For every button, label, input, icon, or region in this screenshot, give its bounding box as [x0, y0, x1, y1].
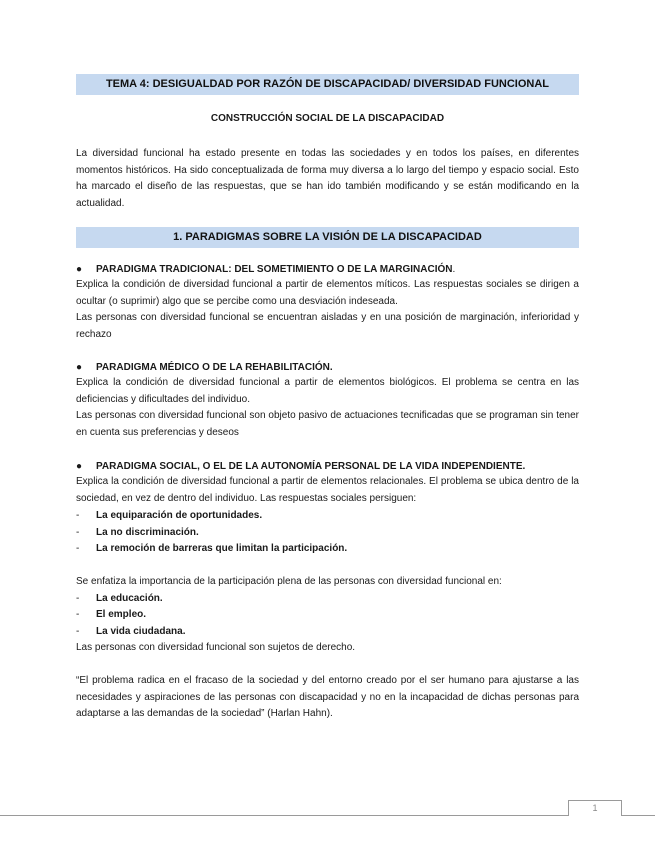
list-item-text: La educación.: [96, 593, 163, 604]
footer-rule-left: [0, 815, 568, 816]
heading-suffix: .: [452, 264, 456, 275]
paragraph: Las personas con diversidad funcional se encuentran aisladas y en una posición de marginación, inferioridad y rechazo: [76, 312, 579, 340]
participation-paragraph: [76, 574, 579, 591]
bullet-icon: ●: [76, 461, 83, 472]
list-item: [76, 607, 579, 624]
list-item: [76, 525, 579, 542]
dash: -: [76, 510, 80, 521]
paradigm-medical-heading: [76, 361, 579, 375]
paradigm-medical-body: [76, 375, 579, 441]
paragraph: Se enfatiza la importancia de la participación plena de las personas con diversidad funcional en:: [76, 576, 502, 587]
list-item-text: La no discriminación.: [96, 527, 199, 538]
subtitle: CONSTRUCCIÓN SOCIAL DE LA DISCAPACIDAD: [210, 113, 445, 124]
section-banner: [76, 227, 579, 248]
document-title: TEMA 4: DESIGUALDAD POR RAZÓN DE DISCAPACIDAD/ DIVERSIDAD FUNCIONAL: [105, 78, 550, 90]
rights-paragraph: [76, 640, 579, 657]
list-item-text: La equiparación de oportunidades.: [96, 510, 263, 521]
list-item: [76, 541, 579, 558]
list-item-text: La remoción de barreras que limitan la participación.: [96, 543, 348, 554]
paradigm-traditional-body: [76, 277, 579, 343]
dash: -: [76, 609, 80, 620]
footer-rule-right: [621, 815, 655, 816]
paragraph: Explica la condición de diversidad funcional a partir de elementos biológicos. El problema se centra en las deficiencias y dificultades del individuo.: [76, 377, 579, 405]
heading-text: PARADIGMA MÉDICO O DE LA REHABILITACIÓN.: [96, 362, 333, 373]
list-item: [76, 508, 579, 525]
paradigm-traditional-heading: [76, 263, 579, 277]
list-item: [76, 591, 579, 608]
title-banner: [76, 74, 579, 95]
heading-text: PARADIGMA SOCIAL, O EL DE LA AUTONOMÍA PERSONAL DE LA VIDA INDEPENDIENTE.: [96, 461, 526, 472]
dash: -: [76, 527, 80, 538]
section-heading: 1. PARADIGMAS SOBRE LA VISIÓN DE LA DISCAPACIDAD: [173, 231, 482, 243]
list-item-text: El empleo.: [96, 609, 147, 620]
list-item: [76, 624, 579, 641]
paradigm-social-heading: [76, 460, 579, 474]
intro-paragraph: [76, 146, 579, 212]
dash: -: [76, 543, 80, 554]
paradigm-social-body: [76, 474, 579, 507]
page-number: 1: [568, 800, 622, 816]
intro-text: La diversidad funcional ha estado presente en todas las sociedades y en todos los países, en diferentes momentos históricos. Ha sido conceptualizada de forma muy diversa a lo largo del tiempo y espacio social. Esto ha marcado el diseño de las respuestas, que se han ido también modificando y se están modificando en la actualidad.: [76, 148, 579, 209]
quote-paragraph: [76, 673, 579, 723]
bullet-icon: ●: [76, 264, 83, 275]
heading-text: PARADIGMA TRADICIONAL: DEL SOMETIMIENTO O DE LA MARGINACIÓN: [96, 264, 453, 275]
list-item-text: La vida ciudadana.: [96, 626, 186, 637]
paragraph: Las personas con diversidad funcional son objeto pasivo de actuaciones tecnificadas que se programan sin tener en cuenta sus preferencias y deseos: [76, 410, 579, 438]
dash: -: [76, 593, 80, 604]
paragraph: Las personas con diversidad funcional son sujetos de derecho.: [76, 642, 356, 653]
dash: -: [76, 626, 80, 637]
quote-text: “El problema radica en el fracaso de la sociedad y del entorno creado por el ser humano para ajustarse a las necesidades y aspiraciones de las personas con discapacidad y no en la incapacidad de dichas personas para adaptarse a las demandas de la sociedad” (Harlan Hahn).: [76, 675, 579, 719]
bullet-icon: ●: [76, 362, 83, 373]
paragraph: Explica la condición de diversidad funcional a partir de elementos relacionales. El problema se ubica dentro de la sociedad, en vez de dentro del individuo. Las respuestas sociales persiguen:: [76, 476, 579, 504]
paragraph: Explica la condición de diversidad funcional a partir de elementos míticos. Las respuestas sociales se dirigen a ocultar (o suprimir) algo que se percibe como una desviación indeseada.: [76, 279, 579, 307]
